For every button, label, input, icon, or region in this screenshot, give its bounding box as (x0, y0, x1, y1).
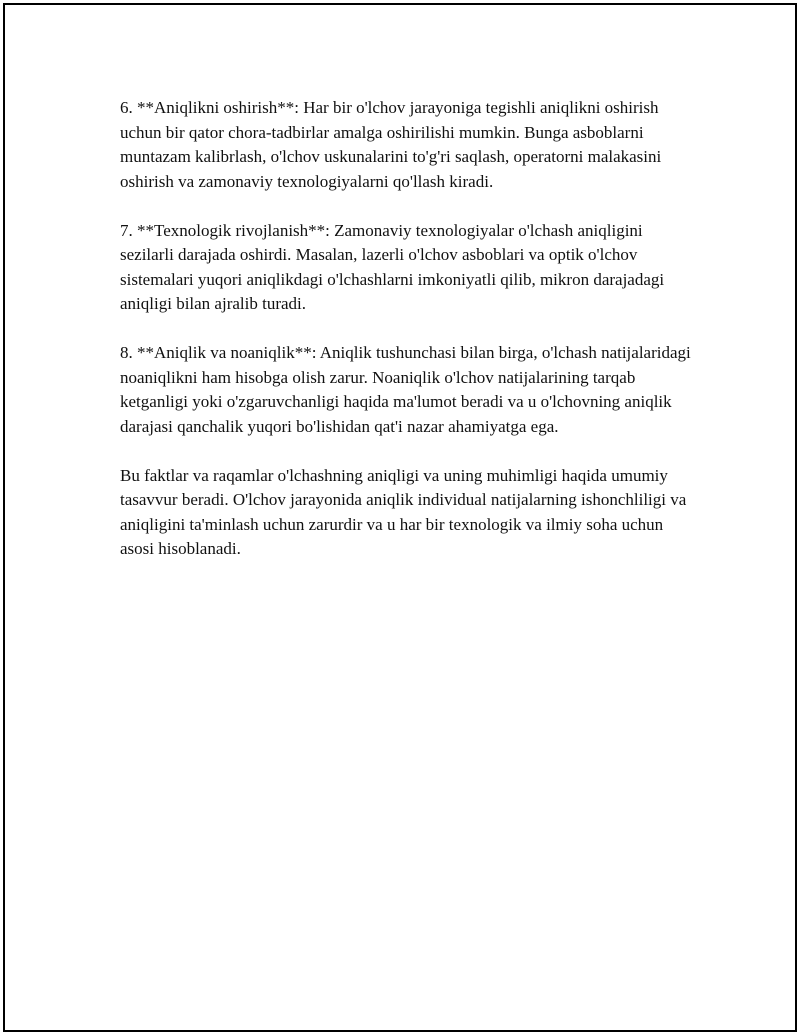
paragraph-conclusion: Bu faktlar va raqamlar o'lchashning aniqligi va uning muhimligi haqida umumiy tasavvur beradi. O'lchov jarayonida aniqlik individual natijalarning ishonchliligi va aniqligini ta'minlash uchun zarurdir va u har bir texnologik va ilmiy soha uchun asosi hisoblanadi. (120, 465, 687, 558)
paragraph-aniqlik-va-noaniqlik: 8. **Aniqlik va noaniqlik**: Aniqlik tushunchasi bilan birga, o'lchash natijalaridagi noaniqlikni ham hisobga olish zarur. Noaniqlik o'lchov natijalarining tarqab ketganligi yoki o'zgaruvchanligi haqida ma'lumot beradi va u o'lchovning aniqlik darajasi qanchalik yuqori bo'lishidan qat'i nazar ahamiyatga ega. (120, 343, 691, 436)
document-body (120, 96, 700, 586)
document-page (3, 3, 797, 1032)
paragraph-texnologik-rivojlanish: 7. **Texnologik rivojlanish**: Zamonaviy texnologiyalar o'lchash aniqligini sezilarli darajada oshirdi. Masalan, lazerli o'lchov asboblari va optik o'lchov sistemalari yuqori aniqlikdagi o'lchashlarni imkoniyatli qilib, mikron darajadagi aniqligi bilan ajralib turadi. (120, 220, 665, 313)
paragraph-aniqlikni-oshirish: 6. **Aniqlikni oshirish**: Har bir o'lchov jarayoniga tegishli aniqlikni oshirish uchun bir qator chora-tadbirlar amalga oshirilishi mumkin. Bunga asboblarni muntazam kalibrlash, o'lchov uskunalarini to'g'ri saqlash, operatorni malakasini oshirish va zamonaviy texnologiyalarni qo'llash kiradi. (120, 98, 662, 191)
